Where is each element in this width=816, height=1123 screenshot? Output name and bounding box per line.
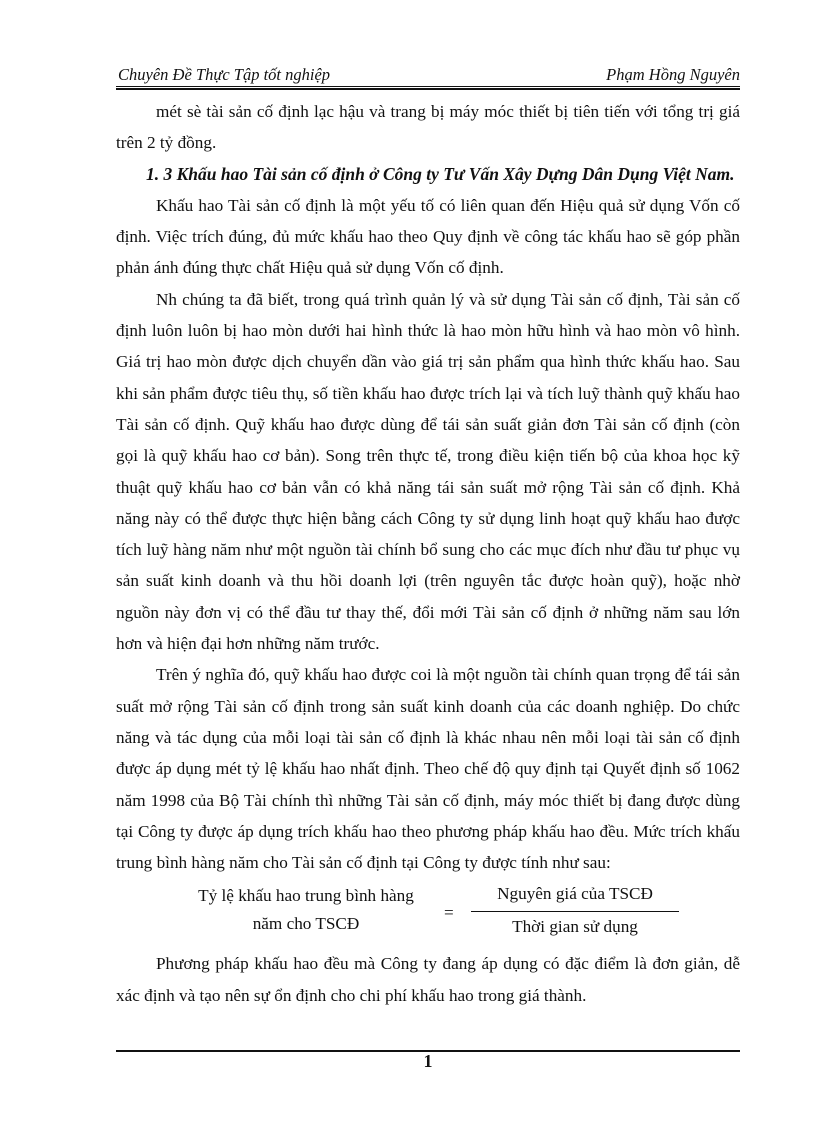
page-body bbox=[116, 96, 740, 1011]
paragraph-continuation: mét sè tài sản cố định lạc hậu và trang bị máy móc thiết bị tiên tiến với tổng trị giá trên 2 tỷ đồng. bbox=[116, 102, 740, 153]
header-document-title: Chuyên Đề Thực Tập tốt nghiệp bbox=[118, 65, 331, 84]
formula-fraction-bar bbox=[471, 911, 679, 912]
formula-left-line1: Tỷ lệ khấu hao trung bình hàng bbox=[198, 886, 414, 906]
paragraph-intro: Khấu hao Tài sản cố định là một yếu tố có liên quan đến Hiệu quả sử dụng Vốn cố định. Việc trích đúng, đủ mức khấu hao theo Quy định về công tác khấu hao sẽ góp phần phản ánh đúng thực chất Hiệu quả sử dụng Vốn cố định. bbox=[116, 195, 740, 278]
header-divider bbox=[116, 86, 740, 90]
formula-equals-sign: = bbox=[444, 903, 454, 923]
section-heading: 1. 3 Khấu hao Tài sản cố định ở Công ty Tư Vấn Xây Dựng Dân Dụng Việt Nam. bbox=[146, 163, 735, 184]
paragraph-method: Phương pháp khấu hao đều mà Công ty đang áp dụng có đặc điểm là đơn giản, dễ xác định và tạo nên sự ổn định cho chi phí khấu hao trong giá thành. bbox=[116, 954, 740, 1005]
header-author: Phạm Hồng Nguyên bbox=[606, 65, 740, 84]
page-number: 1 bbox=[423, 1051, 433, 1071]
formula-left-line2: năm cho TSCĐ bbox=[252, 914, 360, 934]
formula-numerator: Nguyên giá của TSCĐ bbox=[497, 884, 653, 904]
depreciation-formula bbox=[116, 880, 740, 944]
formula-left-side bbox=[178, 882, 434, 938]
paragraph-regulation: Trên ý nghĩa đó, quỹ khấu hao được coi là một nguồn tài chính quan trọng để tái sản suất mở rộng Tài sản cố định trong sản suất kinh doanh của các doanh nghiệp. Do chức năng và tác dụng của mỗi loại tài sản cố định là khác nhau nên mỗi loại tài sản cố định được áp dụng mét tỷ lệ khấu hao nhất định. Theo chế độ quy định tại Quyết định số 1062 năm 1998 của Bộ Tài chính thì những Tài sản cố định, máy móc thiết bị đang được dùng tại Công ty được áp dụng trích khấu hao theo phương pháp khấu hao đều. Mức trích khấu trung bình hàng năm cho Tài sản cố định tại Công ty được tính như sau: bbox=[116, 665, 740, 873]
page-header bbox=[116, 62, 740, 90]
formula-denominator: Thời gian sử dụng bbox=[512, 917, 638, 937]
paragraph-depreciation-fund: Nh chúng ta đã biết, trong quá trình quản lý và sử dụng Tài sản cố định, Tài sản cố định luôn luôn bị hao mòn dưới hai hình thức là hao mòn hữu hình và hao mòn vô hình. Giá trị hao mòn được dịch chuyển dần vào giá trị sản phẩm qua hình thức khấu hao. Sau khi sản phẩm được tiêu thụ, số tiền khấu hao được trích lại và tích luỹ thành quỹ khấu hao Tài sản cố định. Quỹ khấu hao được dùng để tái sản suất giản đơn Tài sản cố định (còn gọi là quỹ khấu hao cơ bản). Song trên thực tế, trong điều kiện tiến bộ của khoa học kỹ thuật quỹ khấu hao cơ bản vẫn có khả năng tái sản suất mở rộng Tài sản cố định. Khả năng này có thể được thực hiện bằng cách Công ty sử dụng linh hoạt quỹ khấu hao được tích luỹ hàng năm như một nguồn tài chính bổ sung cho các mục đích như đầu tư phục vụ sản suất kinh doanh và thu hồi doanh lợi (trên nguyên tắc được hoàn quỹ), hoặc nhờ nguồn này đơn vị có thể đầu tư thay thế, đổi mới Tài sản cố định ở những năm sau lớn hơn và hiện đại hơn những năm trước. bbox=[116, 289, 740, 654]
